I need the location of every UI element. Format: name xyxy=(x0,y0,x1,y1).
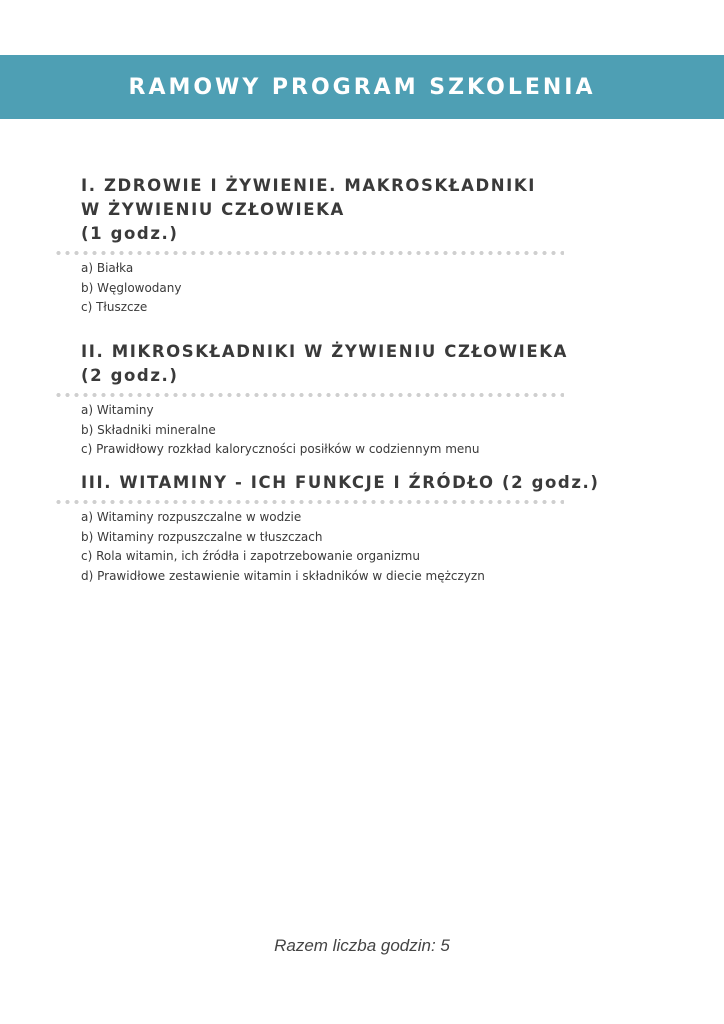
section-heading xyxy=(81,471,641,495)
list-item: c) Rola witamin, ich źródła i zapotrzebowanie organizmu xyxy=(81,549,420,563)
list-item: b) Węglowodany xyxy=(81,280,182,295)
section-heading xyxy=(81,174,641,246)
section-heading-line: II. MIKROSKŁADNIKI W ŻYWIENIU CZŁOWIEKA xyxy=(81,342,568,361)
page-title: RAMOWY PROGRAM SZKOLENIA xyxy=(128,74,596,100)
section-heading-line: W ŻYWIENIU CZŁOWIEKA xyxy=(81,200,345,219)
section-heading-line: III. WITAMINY - ICH FUNKCJE I ŹRÓDŁO (2 godz.) xyxy=(81,473,600,492)
list-item: c) Prawidłowy rozkład kaloryczności posiłków w codziennym menu xyxy=(81,442,480,456)
section-heading xyxy=(81,340,641,388)
section-heading-line: (2 godz.) xyxy=(81,366,179,385)
dotted-divider xyxy=(54,250,564,256)
section-heading-line: I. ZDROWIE I ŻYWIENIE. MAKROSKŁADNIKI xyxy=(81,176,537,195)
header-banner xyxy=(0,55,724,119)
program-section-2 xyxy=(81,340,641,460)
list-item: a) Witaminy rozpuszczalne w wodzie xyxy=(81,510,302,524)
topic-list xyxy=(81,259,641,318)
topic-list xyxy=(81,508,641,586)
list-item: d) Prawidłowe zestawienie witamin i składników w diecie mężczyzn xyxy=(81,568,485,583)
list-item: b) Składniki mineralne xyxy=(81,422,216,437)
list-item: c) Tłuszcze xyxy=(81,300,148,314)
dotted-divider xyxy=(54,392,564,398)
list-item: a) Witaminy xyxy=(81,403,154,417)
list-item: b) Witaminy rozpuszczalne w tłuszczach xyxy=(81,529,323,544)
list-item: a) Białka xyxy=(81,261,134,275)
program-section-3 xyxy=(81,471,641,586)
section-heading-line: (1 godz.) xyxy=(81,224,179,243)
total-hours: Razem liczba godzin: 5 xyxy=(274,936,450,955)
dotted-divider xyxy=(54,499,564,505)
topic-list xyxy=(81,401,641,460)
program-section-1 xyxy=(81,174,641,318)
